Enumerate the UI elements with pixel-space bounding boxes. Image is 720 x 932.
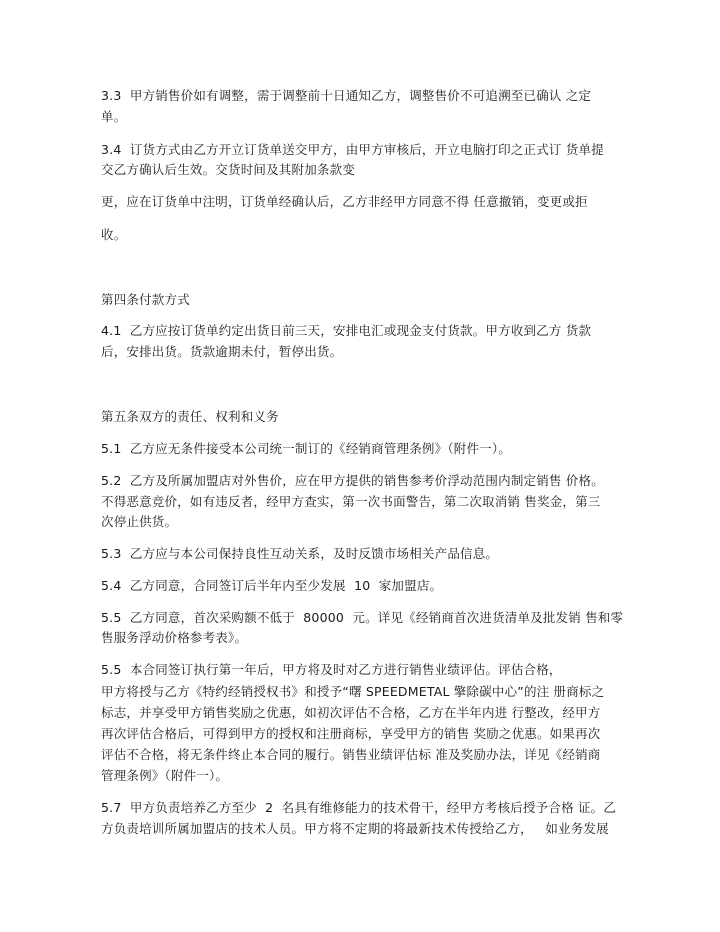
clause-3-4-line-4: 收。 — [101, 227, 127, 242]
article-4-heading: 第四条付款方式 — [101, 292, 190, 307]
clause-5-5b-line-2: 甲方将授与乙方《特约经销授权书》和授予“曙 SPEEDMETAL 擎除碳中心”的注 册商标之 — [101, 684, 605, 699]
clause-4-1-line-2: 后，安排出货。货款逾期未付，暂停出货。 — [101, 344, 343, 359]
clause-5-2-line-3: 次停止供货。 — [101, 514, 178, 529]
clause-3-4-line-2: 交乙方确认后生效。交货时间及其附加条款变 — [101, 162, 356, 177]
clause-5-7-line-1: 5.7 甲方负责培养乙方至少 2 名具有维修能力的技术骨干，经甲方考核后授予合格 证。乙 — [101, 800, 617, 815]
clause-5-5b-line-4: 再次评估合格后，可得到甲方的授权和注册商标，享受甲方的销售 奖励之优惠。如果再次 — [101, 726, 601, 741]
clause-5-5-line-1: 5.5 乙方同意，首次采购额不低于 80000 元。详见《经销商首次进货清单及批发销 售和零 — [101, 610, 624, 625]
clause-5-1-line-1: 5.1 乙方应无条件接受本公司统一制订的《经销商管理条例》（附件一）。 — [101, 441, 512, 456]
clause-4-1-line-1: 4.1 乙方应按订货单约定出货日前三天，安排电汇或现金支付货款。甲方收到乙方 货款 — [101, 323, 592, 338]
clause-5-5b-line-6: 管理条例》（附件一）。 — [101, 768, 229, 783]
clause-5-2-line-1: 5.2 乙方及所属加盟店对外售价，应在甲方提供的销售参考价浮动范围内制定销售 价格。 — [101, 473, 604, 488]
clause-5-5-line-2: 售服务浮动价格参考表》。 — [101, 630, 248, 645]
clause-3-4-line-3: 更，应在订货单中注明，订货单经确认后，乙方非经甲方同意不得 任意撤销，变更或拒 — [101, 194, 588, 209]
clause-3-3-line-2: 单。 — [101, 109, 127, 124]
clause-5-4-line-1: 5.4 乙方同意，合同签订后半年内至少发展 10 家加盟店。 — [101, 578, 443, 593]
clause-3-3-line-1: 3.3 甲方销售价如有调整，需于调整前十日通知乙方，调整售价不可追溯至已确认 之定 — [101, 88, 592, 103]
clause-5-7-line-2: 方负责培训所属加盟店的技术人员。甲方将不定期的将最新技术传授给乙方， 如业务发展 — [101, 821, 609, 836]
clause-5-2-line-2: 不得恶意竞价，如有违反者，经甲方查实，第一次书面警告，第二次取消销 售奖金，第三 — [101, 494, 601, 509]
clause-5-5b-line-5: 评估不合格，将无条件终止本合同的履行。销售业绩评估标 准及奖励办法，详见《经销商 — [101, 747, 601, 762]
article-5-heading: 第五条双方的责任、权利和义务 — [101, 409, 279, 424]
clause-5-5b-line-1: 5.5 本合同签订执行第一年后，甲方将及时对乙方进行销售业绩评估。评估合格， — [101, 662, 562, 677]
clause-5-5b-line-3: 标志，并享受甲方销售奖励之优惠，如初次评估不合格，乙方在半年内进 行整改，经甲方 — [101, 705, 601, 720]
clause-5-3-line-1: 5.3 乙方应与本公司保持良性互动关系，及时反馈市场相关产品信息。 — [101, 546, 499, 561]
clause-3-4-line-1: 3.4 订货方式由乙方开立订货单送交甲方，由甲方审核后，开立电脑打印之正式订 货单提 — [101, 142, 604, 157]
